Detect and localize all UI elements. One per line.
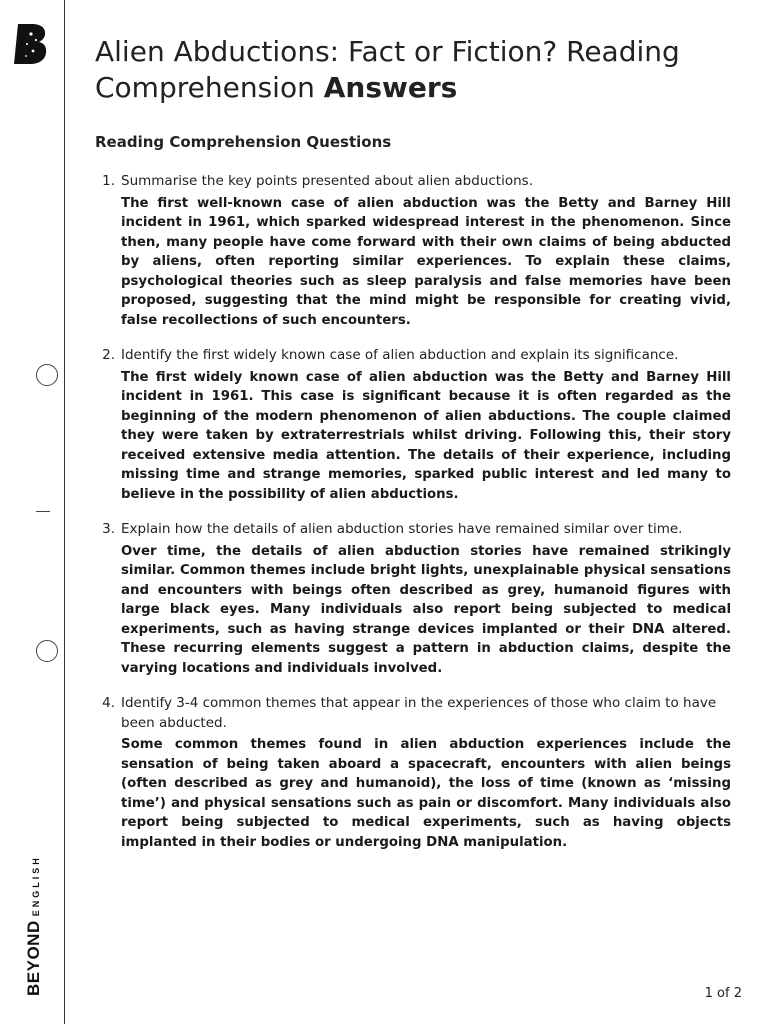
answer-text: The first well-known case of alien abduction was the Betty and Barney Hill incident in 1961, which sparked widespread interest in the phenomenon. Since then, many people have come forward with their own claims of being abducted by aliens, often reporting similar experiences. To explain these claims, psychological theories such as sleep paralysis and false memories have been proposed, suggesting that the mind might be responsible for creating vivid, false recollections of such encounters. [121,195,731,328]
page-title [95,34,735,106]
answer-text: Over time, the details of alien abduction stories have remained strikingly similar. Common themes include bright lights, unexplainable physical sensations and encounters with beings often described as grey, humanoid figures with large black eyes. Many individuals also report being subjected to medical experiments, such as having strange devices implanted or their DNA altered. These recurring elements suggest a pattern in abduction claims, despite the varying locations and individuals involved. [121,543,731,676]
question-number: 4. [102,695,115,711]
answer-text: Some common themes found in alien abduction experiences include the sensation of being taken aboard a spacecraft, encounters with alien beings (often described as grey and humanoid), the loss of time (known as ‘missing time’) and physical sensations such as pain or discomfort. Many individuals also report being subjected to medical experiments, such as having objects implanted in their bodies or undergoing DNA manipulation. [121,737,731,850]
brand-wordmark [24,855,44,996]
brand-sub: ENGLISH [31,855,41,917]
question-item [95,346,731,504]
question-list [95,172,731,868]
question-text: Summarise the key points presented about alien abductions. [121,173,533,189]
brand-name: BEYOND [24,920,43,996]
question-number: 1. [102,173,115,189]
page-number: 1 of 2 [704,986,742,1001]
question-item [95,520,731,678]
question-text: Identify the first widely known case of alien abduction and explain its significance. [121,347,679,363]
margin-line [64,0,65,1024]
question-item [95,172,731,330]
section-heading: Reading Comprehension Questions [95,133,392,151]
punch-hole-top [36,364,58,386]
beyond-b-logo-icon [14,22,50,66]
question-text: Explain how the details of alien abduction stories have remained similar over time. [121,521,683,537]
question-number: 3. [102,521,115,537]
question-number: 2. [102,347,115,363]
fold-mark [36,511,50,512]
question-item [95,694,731,852]
title-emphasis: Answers [323,71,458,104]
answer-text: The first widely known case of alien abduction was the Betty and Barney Hill incident in 1961. This case is significant because it is often regarded as the beginning of the modern phenomenon of alien abductions. The couple claimed they were taken by extraterrestrials whilst driving. Following this, their story received extensive media attention. The details of their experience, including missing time and strange memories, sparked public interest and led many to believe in the possibility of alien abductions. [121,369,731,502]
question-text: Identify 3-4 common themes that appear in the experiences of those who claim to have been abducted. [121,695,717,731]
title-main: Alien Abductions: Fact or Fiction? Reading Comprehension [95,35,680,104]
punch-hole-bottom [36,640,58,662]
